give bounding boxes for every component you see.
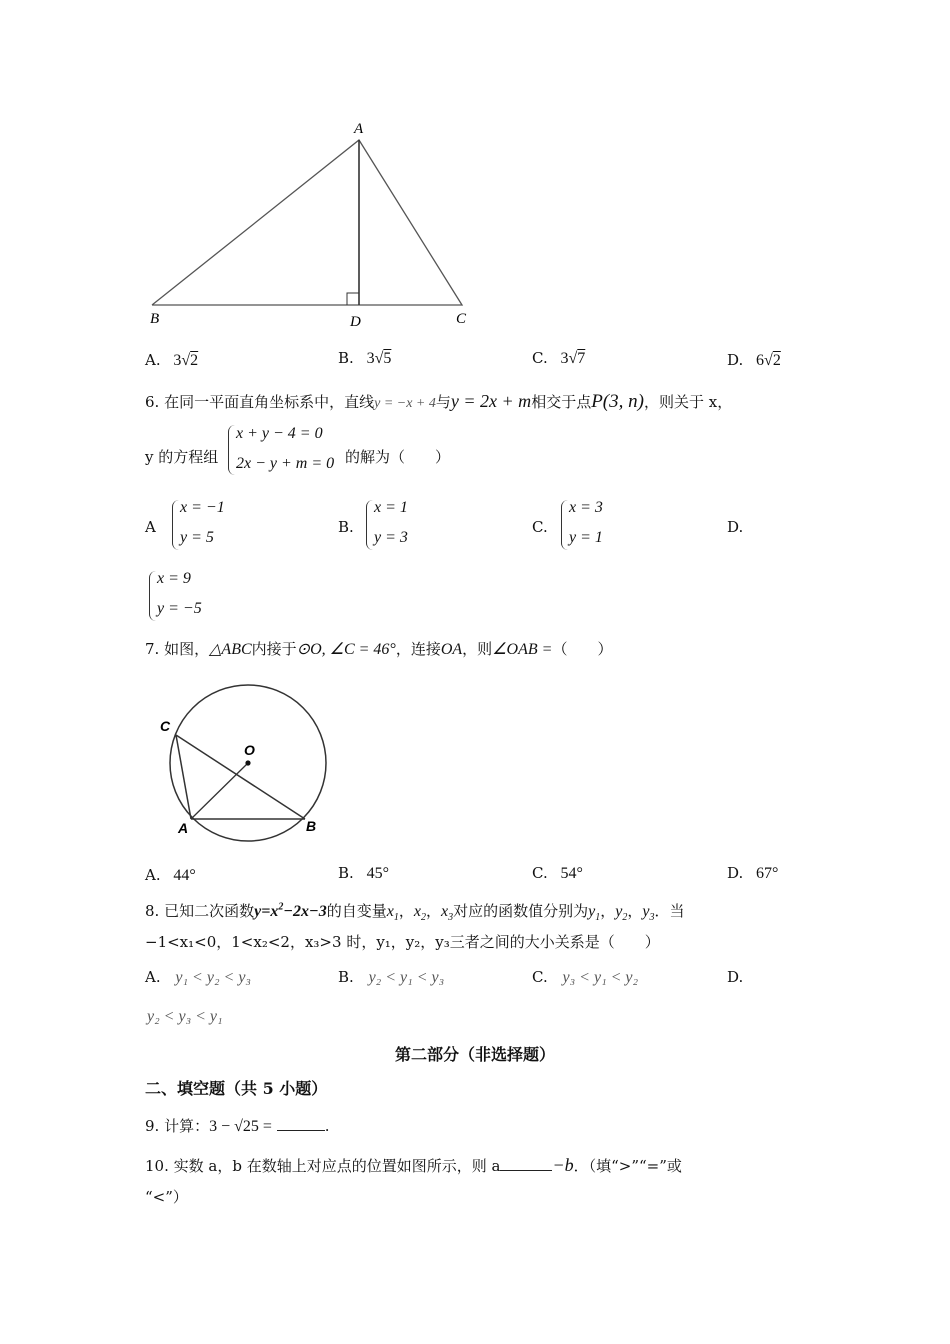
label-d: D [350, 314, 361, 330]
triangle-abc-figure [140, 115, 480, 335]
line-equation-2: y = 2x + m [450, 391, 532, 411]
var-x2: $x_2$ [413, 903, 426, 924]
radical-sign: √ [374, 350, 384, 367]
circle-figure [150, 675, 340, 845]
section-title: 二、填空题（共 5 小题） [145, 1079, 328, 1098]
option-letter: A. [145, 968, 161, 986]
option-letter: B. [338, 864, 354, 882]
q9-end: . [324, 1117, 330, 1135]
option-value: y₂ < y₁ < y₃ [368, 969, 445, 986]
option-letter: D. [727, 864, 744, 882]
option-radicand: 5 [383, 350, 392, 367]
system-eq-1: x + y − 4 = 0 [236, 425, 323, 442]
equation-system-brace [228, 425, 235, 475]
option-letter: D. [727, 351, 744, 369]
option-coef: 6 [756, 352, 765, 369]
q8-option-c[interactable] [532, 968, 638, 987]
label-b: B [150, 311, 160, 327]
option-value: 45° [366, 865, 389, 882]
line-equation-1: y = −x + 4 [374, 396, 436, 411]
option-radicand: 2 [772, 352, 781, 369]
q8-option-b[interactable] [338, 968, 444, 987]
segment-name: OA [440, 641, 463, 658]
q10-text: 实数 a，b 在数轴上对应点的位置如图所示，则 a [173, 1157, 501, 1175]
label-a: A [354, 121, 364, 137]
label-c: C [160, 718, 171, 734]
q7-text: ，连接 [395, 640, 441, 658]
q6-text: ，则关于 x， [643, 393, 733, 411]
q10-text: ．（填“>”“=”或 [573, 1157, 682, 1175]
option-brace [172, 500, 179, 550]
option-value: 54° [560, 865, 583, 882]
q6-text: 相交于点 [531, 393, 592, 411]
q7-stem [145, 638, 612, 659]
radical-sign: √ [181, 352, 191, 369]
option-brace [149, 571, 156, 621]
q7-option-c[interactable] [532, 864, 583, 883]
q6-text: 在同一平面直角坐标系中，直线 [164, 393, 375, 411]
radical-sign: √ [568, 350, 578, 367]
option-letter: C. [532, 864, 548, 882]
option-value: 67° [756, 865, 779, 882]
part-two-title: 第二部分（非选择题） [394, 1045, 555, 1064]
var-y2: $y_2$ [615, 903, 628, 924]
option-eq-2: y = 3 [374, 529, 408, 546]
triangle-sides [152, 140, 462, 305]
option-eq-2: y = −5 [157, 600, 202, 617]
q7-option-a[interactable] [145, 866, 196, 885]
q8-text: ．当 [654, 902, 685, 920]
label-a: A [178, 820, 189, 836]
q8-text: 已知二次函数 [164, 902, 255, 920]
right-angle-mark [347, 293, 359, 305]
option-brace [561, 500, 568, 550]
q9-expression: 3 − √25 = [209, 1118, 272, 1135]
q5-option-a[interactable] [145, 351, 198, 370]
q7-text: 内接于 [251, 640, 297, 658]
circle-condition: ⊙O, ∠C = 46° [296, 641, 396, 658]
option-eq-1: x = 3 [569, 499, 603, 516]
side-cb [176, 735, 305, 819]
q7-option-d[interactable] [727, 864, 778, 883]
option-radicand: 2 [190, 352, 199, 369]
option-radicand: 7 [577, 350, 586, 367]
q6-stem-end: 的解为（ ） [345, 448, 451, 466]
q10-stem-line1 [145, 1155, 682, 1176]
quadratic-function: $y=x^2-2x-3$ [254, 901, 327, 920]
q7-option-b[interactable] [338, 864, 389, 883]
q7-text: ，则 [462, 640, 493, 658]
q5-option-c[interactable] [532, 349, 585, 368]
option-letter: C. [532, 968, 548, 986]
option-letter: B. [338, 349, 354, 367]
question-number: 7. [145, 640, 160, 658]
option-coef: 3 [173, 352, 182, 369]
option-eq-1: x = −1 [180, 499, 225, 516]
option-letter: A. [145, 866, 161, 884]
center-o-dot [245, 760, 250, 765]
q8-stem-line1: 8. 已知二次函数$y=x^2-2x-3$的自变量$x_1$，$x_2$，$x_3$对应的函数值分别为$y_1$，$y_2$，$y_3$．当 [145, 901, 685, 924]
option-letter: B. [338, 518, 354, 536]
q8-stem-line2: −1<x₁<0，1<x₂<2，x₃>3 时，y₁，y₂，y₃三者之间的大小关系是（ ） [145, 933, 660, 951]
option-letter: B. [338, 968, 354, 986]
var-y3: $y_3$ [642, 903, 655, 924]
option-eq-2: y = 1 [569, 529, 603, 546]
q6-text: 与 [435, 393, 451, 411]
option-letter: C. [532, 349, 548, 367]
option-brace [366, 500, 373, 550]
question-number: 6. [145, 393, 160, 411]
option-value: 44° [173, 867, 196, 884]
q7-text: 如图， [164, 640, 210, 658]
question-number: 9. [145, 1117, 160, 1135]
answer-blank[interactable] [500, 1170, 552, 1171]
answer-blank[interactable] [277, 1130, 325, 1131]
q5-option-d[interactable] [727, 351, 781, 370]
q5-option-b[interactable] [338, 349, 391, 368]
segment-oa [191, 763, 248, 819]
option-value: y₁ < y₂ < y₃ [175, 969, 251, 986]
question-number: 10. [145, 1157, 169, 1175]
q9-text: 计算： [164, 1117, 210, 1135]
label-c: C [456, 311, 467, 327]
triangle-name: △ABC [209, 641, 252, 658]
label-o: O [244, 742, 255, 758]
intersection-point: P(3, n) [591, 391, 644, 412]
q9-stem [145, 1115, 330, 1136]
option-letter: A [145, 518, 156, 536]
system-eq-2: 2x − y + m = 0 [236, 455, 335, 472]
option-value: y₃ < y₁ < y₂ [562, 969, 639, 986]
q8-text: 的自变量 [326, 902, 387, 920]
option-coef: 3 [560, 350, 569, 367]
option-letter: A. [145, 351, 161, 369]
q10-expression: −b [552, 1155, 574, 1175]
var-x1: $x_1$ [386, 903, 399, 924]
var-x3: $x_3$ [440, 903, 454, 924]
q7-text: （ ） [552, 640, 613, 658]
label-b: B [306, 818, 317, 834]
q6-stem-line2-label: y 的方程组 [145, 448, 219, 466]
q6-stem-line1 [145, 391, 732, 413]
radical-sign: √ [764, 352, 773, 369]
q10-stem-line2: “<”） [145, 1188, 188, 1206]
q8-option-a[interactable] [145, 968, 251, 987]
option-value: y₂ < y₃ < y₁ [147, 1008, 223, 1025]
question-number: 8. [145, 902, 160, 920]
option-letter: D. [727, 518, 744, 536]
var-y1: $y_1$ [588, 903, 601, 924]
angle-name: ∠OAB = [492, 641, 553, 658]
option-eq-2: y = 5 [180, 529, 214, 546]
option-eq-1: x = 9 [157, 570, 191, 587]
option-eq-1: x = 1 [374, 499, 408, 516]
option-letter: C. [532, 518, 548, 536]
option-coef: 3 [366, 350, 375, 367]
option-letter: D. [727, 968, 744, 986]
q8-text: 对应的函数值分别为 [453, 902, 589, 920]
